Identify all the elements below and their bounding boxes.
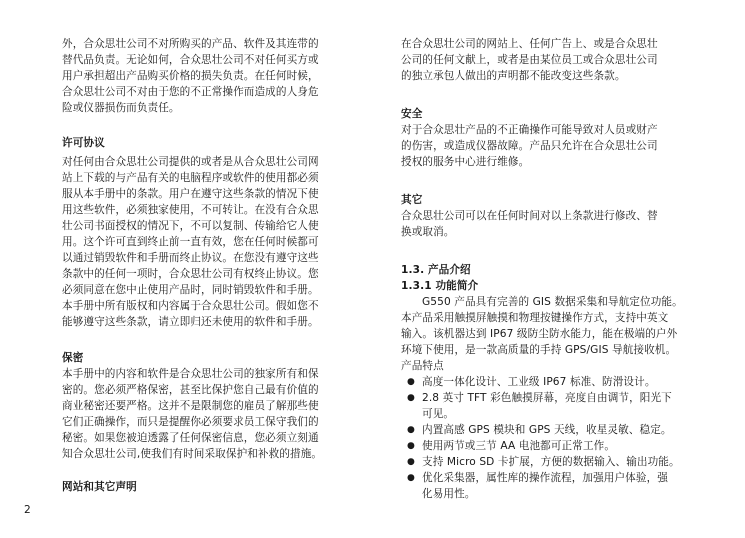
text-line: 合众思壮公司不对由于您的不正常操作而造成的人身危 [62, 86, 319, 98]
text-line: G550 产品具有完善的 GIS 数据采集和导航定位功能。 [422, 296, 683, 308]
product-intro-paragraph [401, 294, 703, 358]
list-item [401, 454, 703, 470]
confidentiality-heading: 保密 [62, 352, 84, 364]
text-line: 必须同意在您中止使用产品时，同时销毁软件和手册。 [62, 284, 319, 296]
website-paragraph [401, 36, 703, 84]
right-column [401, 36, 703, 502]
text-line: 知合众思壮公司,使我们有时间采取保护和补救的措施。 [62, 448, 323, 460]
features-heading: 产品特点 [401, 360, 444, 372]
text-line: 公司的任何文献上，或者是由某位员工或合众思壮公司 [401, 54, 658, 66]
text-line: 对于合众思壮产品的不正确操作可能导致对人员或财产 [401, 124, 658, 136]
text-line: 用户承担超出产品购买价格的损失负责。在任何时候， [62, 70, 319, 82]
text-line: 以通过销毁软件和手册而终止协议。在您没有遵守这些 [62, 252, 319, 264]
page-number: 2 [24, 504, 31, 516]
text-line: 用。这个许可直到终止前一直有效，您在任何时候都可 [62, 236, 319, 248]
text-line: 可见。 [422, 408, 455, 420]
text-line: 使用两节或三节 AA 电池都可正常工作。 [422, 440, 616, 452]
text-line: 2.8 英寸 TFT 彩色触摸屏幕，亮度自由调节，阳光下 [422, 392, 672, 404]
subsection-heading: 1.3.1 功能简介 [401, 280, 479, 292]
text-line: 的伤害，或造成仪器故障。产品只允许在合众思壮公司 [401, 140, 658, 152]
text-line: 险或仪器损伤而负责任。 [62, 102, 180, 114]
confidentiality-paragraph [62, 366, 348, 462]
list-item [401, 438, 703, 454]
text-line: 秘密。如果您被迫透露了任何保密信息，您必须立刻通 [62, 432, 319, 444]
text-line: 在合众思壮公司的网站上、任何广告上、或是合众思壮 [401, 38, 658, 50]
text-line: 支持 Micro SD 卡扩展，方便的数据输入、输出功能。 [422, 456, 680, 468]
text-line: 输入。该机器达到 IP67 级防尘防水能力，能在极端的户外 [401, 328, 678, 340]
list-item [401, 422, 703, 438]
features-list [401, 374, 703, 502]
license-paragraph [62, 154, 348, 330]
text-line: 站上下载的与产品有关的电脑程序或软件的使用都必须 [62, 172, 319, 184]
text-line: 对任何由合众思壮公司提供的或者是从合众思壮公司网 [62, 156, 319, 168]
text-line: 的独立承包人做出的声明都不能改变这些条款。 [401, 70, 626, 82]
left-column [62, 36, 348, 495]
text-line: 用这些软件，必须独家使用，不可转让。在没有合众思 [62, 204, 319, 216]
text-line: 商业秘密还要严格。这并不是限制您的雇员了解那些使 [62, 400, 319, 412]
text-line: 合众思壮公司可以在任何时间对以上条款进行修改、替 [401, 210, 658, 222]
text-line: 能够遵守这些条款，请立即归还未使用的软件和手册。 [62, 316, 319, 328]
website-heading: 网站和其它声明 [62, 481, 137, 493]
text-line: 条款中的任何一项时，合众思壮公司有权终止协议。您 [62, 268, 319, 280]
list-item [401, 470, 703, 502]
text-line: 优化采集器，属性库的操作流程，加强用户体验，强 [422, 472, 668, 484]
text-line: 替代品负责。无论如何，合众思壮公司不对任何买方或 [62, 54, 319, 66]
text-line: 服从本手册中的条款。用户在遵守这些条款的情况下使 [62, 188, 319, 200]
text-line: 高度一体化设计、工业级 IP67 标准、防滑设计。 [422, 376, 656, 388]
text-line: 授权的服务中心进行维修。 [401, 156, 530, 168]
other-heading: 其它 [401, 194, 423, 206]
list-item [401, 390, 703, 422]
license-heading: 许可协议 [62, 137, 105, 149]
safety-heading: 安全 [401, 108, 423, 120]
text-line: 环境下使用，是一款高质量的手持 GPS/GIS 导航接收机。 [401, 344, 677, 356]
liability-paragraph [62, 36, 348, 116]
text-line: 它们正确操作，而只是提醒你必须要求员工保守我们的 [62, 416, 319, 428]
text-line: 换或取消。 [401, 226, 455, 238]
text-line: 本产品采用触摸屏触摸和物理按键操作方式，支持中英文 [401, 312, 669, 324]
section-heading: 1.3. 产品介绍 [401, 264, 471, 276]
text-line: 密的。您必须严格保密，甚至比保护您自己最有价值的 [62, 384, 319, 396]
text-line: 内置高感 GPS 模块和 GPS 天线，收星灵敏、稳定。 [422, 424, 672, 436]
text-line: 外，合众思壮公司不对所购买的产品、软件及其连带的 [62, 38, 319, 50]
text-line: 本手册中的内容和软件是合众思壮公司的独家所有和保 [62, 368, 319, 380]
safety-paragraph [401, 122, 703, 170]
other-paragraph [401, 208, 703, 240]
text-line: 化易用性。 [422, 488, 476, 500]
text-line: 壮公司书面授权的情况下，不可以复制、传输给它人使 [62, 220, 319, 232]
text-line: 本手册中所有版权和内容属于合众思壮公司。假如您不 [62, 300, 319, 312]
list-item [401, 374, 703, 390]
